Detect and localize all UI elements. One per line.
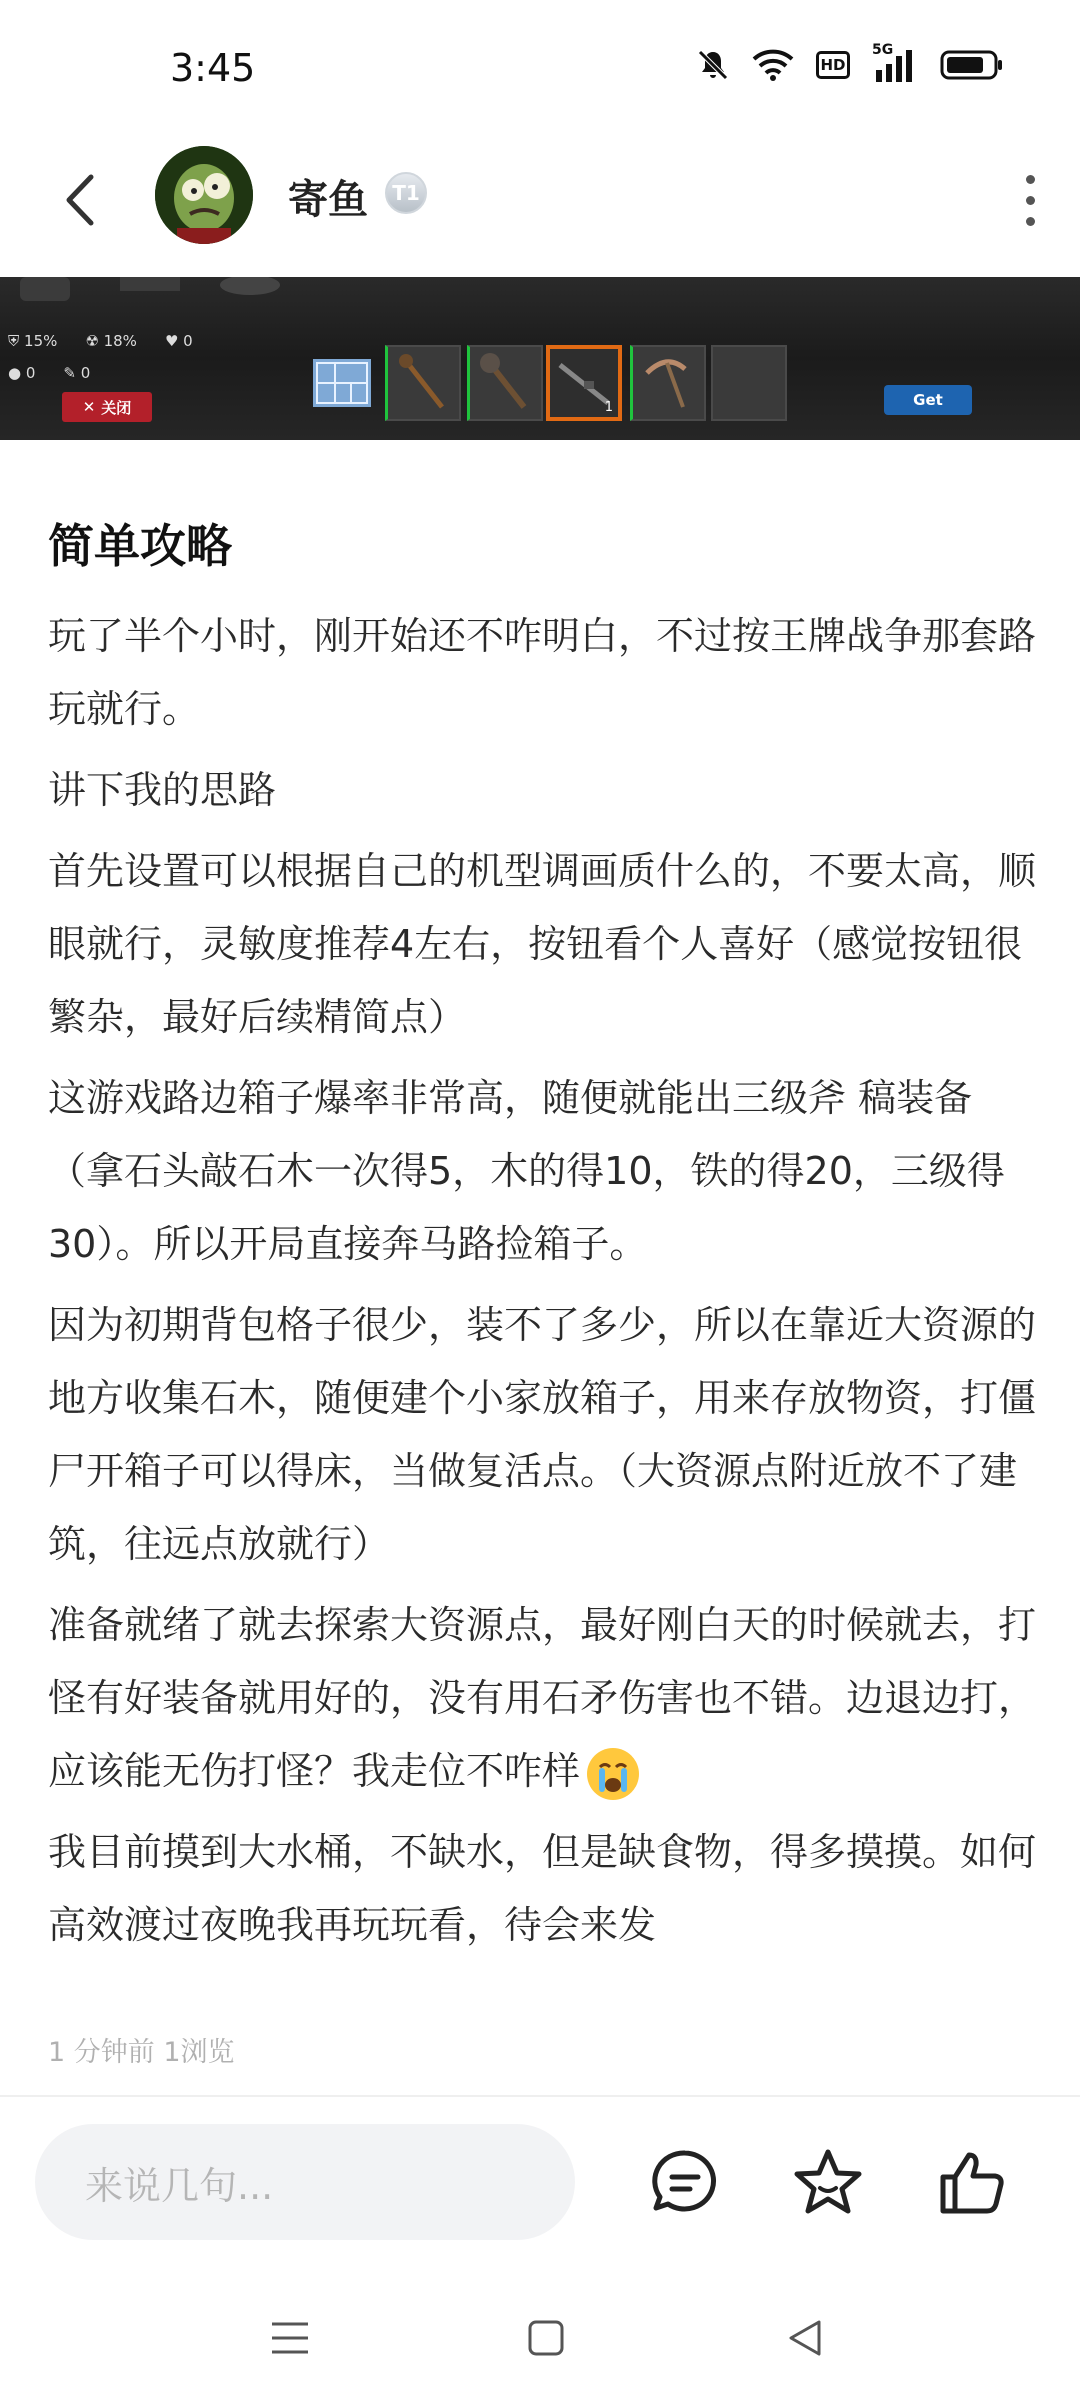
close-icon: ✕ [82,398,96,416]
mute-bell-icon [696,48,730,82]
brain-stat: ● 0 [8,364,36,382]
triangle-back-icon [785,2318,825,2358]
dot-icon [1026,217,1035,226]
paragraph: 这游戏路边箱子爆率非常高，随便就能出三级斧 稿装备（拿石头敲石木一次得5，木的得10，铁的得20，三级得30）。所以开局直接奔马路捡箱子。 [48,1076,1005,1266]
torch-slot [385,345,461,421]
menu-nav-button[interactable] [260,2308,320,2368]
stamina-stat: ✎ 0 [63,364,91,382]
paragraph-with-emoji: 准备就绪了就去探索大资源点，最好刚白天的时候就去，打怪有好装备就用好的，没有用石矛伤害也不错。边退边打，应该能无伤打怪？我走位不咋样 [48,1589,1038,1808]
paragraph: 首先设置可以根据自己的机型调画质什么的，不要太高，顺眼就行，灵敏度推荐4左右，按钮看个人喜好（感觉按钮很繁杂，最好后续精简点） [48,849,1037,1039]
signal-5g-icon: 5G [872,48,918,82]
club-icon [470,347,540,417]
post-title: 简单攻略 [48,519,232,573]
system-nav-bar [0,2268,1080,2400]
blueprint-icon [305,345,381,421]
hd-icon: HD [816,51,850,79]
crying-face-emoji-icon [584,1745,642,1803]
post-body [48,510,1038,1970]
equipment-silhouettes [10,277,290,317]
thumbs-up-icon [937,2147,1007,2217]
close-button: ✕ 关闭 [62,392,152,422]
post-header [0,130,1080,276]
rifle-slot-selected: 1 [546,345,622,421]
paragraph: 我目前摸到大水桶，不缺水，但是缺食物，得多摸摸。如何高效渡过夜晚我再玩玩看，待会来发 [48,1830,1037,1947]
empty-slot [711,345,787,421]
more-options-button[interactable] [1010,170,1050,230]
chevron-left-icon [63,173,97,227]
like-button[interactable] [927,2137,1017,2227]
back-nav-button[interactable] [775,2308,835,2368]
comment-button[interactable] [640,2137,730,2227]
paragraph: 讲下我的思路 [48,768,277,812]
armor-stat: ⛨ 15% [8,332,58,350]
game-screenshot[interactable] [0,277,1080,440]
menu-icon [270,2318,310,2358]
health-stat: ♥ 0 [164,332,193,350]
post-meta: 1 分钟前 1浏览 [48,2037,235,2068]
square-home-icon [526,2318,566,2358]
star-icon [792,2146,864,2218]
pickaxe-slot [630,345,706,421]
dot-icon [1026,196,1035,205]
back-button[interactable] [50,160,110,240]
blueprint-slot [305,345,381,421]
level-badge: T1 [385,172,427,214]
home-nav-button[interactable] [516,2308,576,2368]
comment-icon [650,2147,720,2217]
status-bar [0,0,1080,130]
paragraph: 玩了半个小时，刚开始还不咋明白，不过按王牌战争那套路玩就行。 [48,614,1037,731]
dot-icon [1026,175,1035,184]
status-time: 3:45 [170,46,256,90]
club-slot [467,345,543,421]
torch-icon [388,347,458,417]
battery-icon [940,50,1004,80]
radiation-stat: ☢ 18% [85,332,137,350]
player-stats [8,325,193,389]
author-avatar[interactable] [155,146,253,244]
pickaxe-icon [633,347,703,417]
comment-bar [0,2097,1080,2267]
comment-input[interactable]: 来说几句... [35,2124,575,2240]
wifi-icon [752,49,794,81]
author-name[interactable]: 寄鱼 [288,177,368,223]
status-icons [696,42,1004,82]
favorite-button[interactable] [783,2137,873,2227]
paragraph: 因为初期背包格子很少，装不了多少，所以在靠近大资源的地方收集石木，随便建个小家放箱子，用来存放物资，打僵尸开箱子可以得床，当做复活点。（大资源点附近放不了建筑，往远点放就行） [48,1303,1037,1566]
get-button: Get [884,385,972,415]
